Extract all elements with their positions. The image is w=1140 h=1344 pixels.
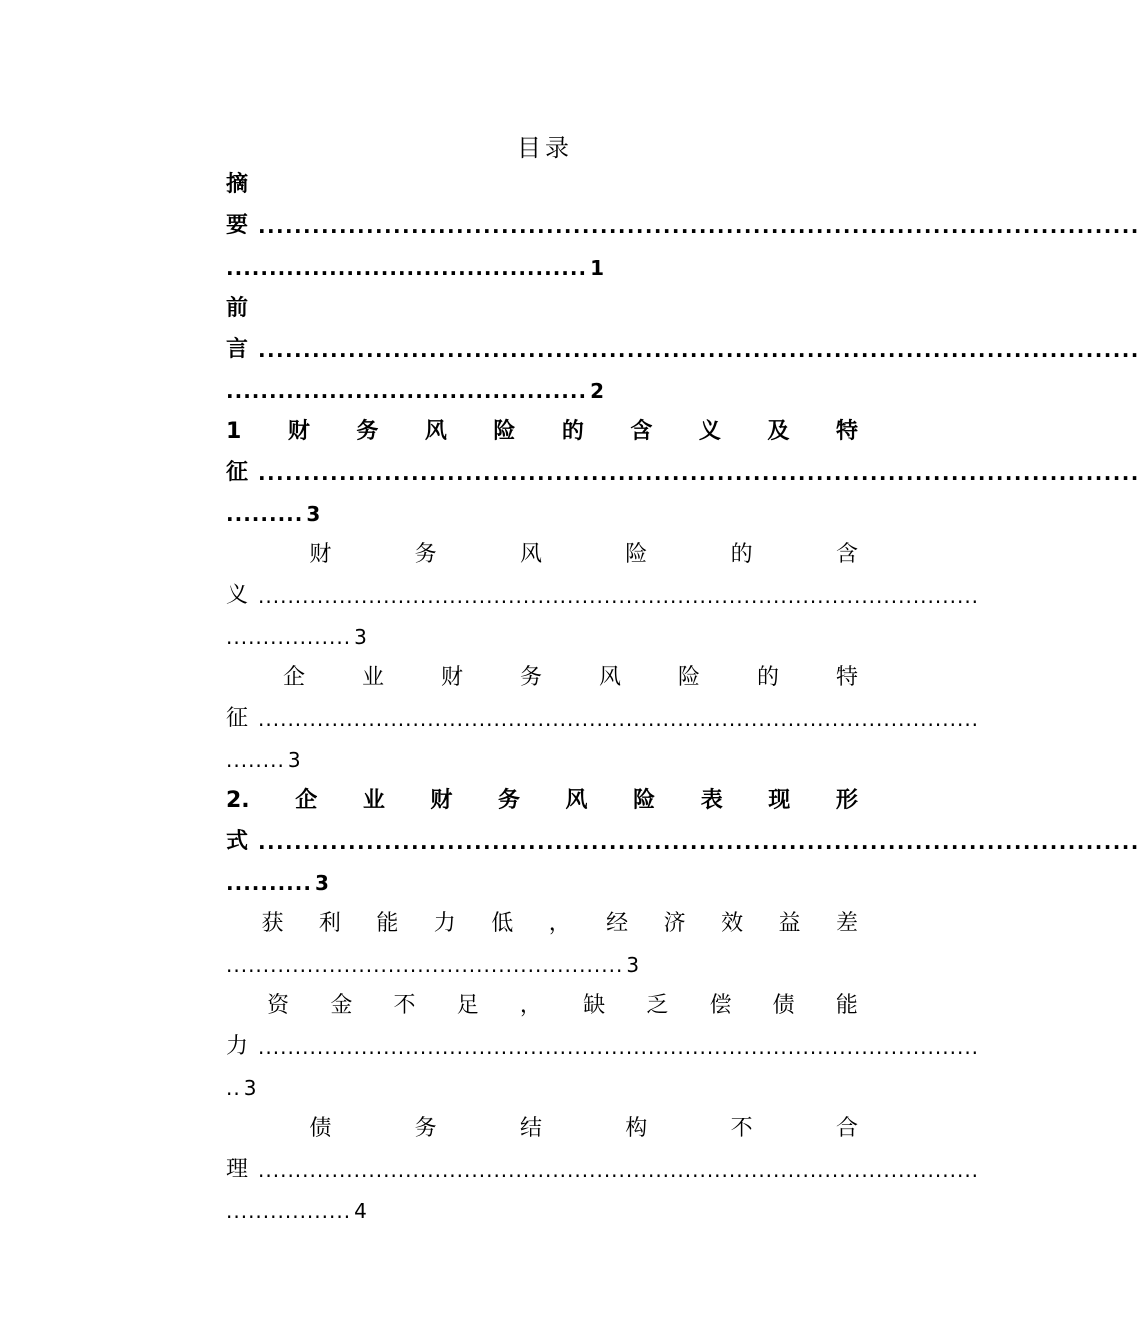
- toc-title-char: 业: [361, 665, 384, 690]
- toc-entry-lead: 力: [226, 1034, 249, 1059]
- toc-entry-section-2-3[interactable]: [226, 1109, 858, 1149]
- toc-title-char: 含: [835, 542, 858, 567]
- toc-title-char: 险: [625, 542, 648, 567]
- toc-title-char: 形: [835, 788, 858, 813]
- toc-entry-lead: 征: [226, 706, 249, 731]
- toc-title-char: 险: [633, 788, 656, 813]
- toc-entry-continuation: [226, 453, 1140, 493]
- toc-title-char: 现: [768, 788, 791, 813]
- toc-leader-dots: ..................................................................................................: [258, 830, 1140, 854]
- toc-entry-chapter-2[interactable]: [226, 781, 858, 821]
- toc-title-char: 足: [456, 993, 479, 1018]
- toc-title-char: 务: [519, 665, 542, 690]
- toc-title-char: 企: [295, 788, 318, 813]
- toc-title-char: 务: [356, 419, 379, 444]
- toc-title-char: 益: [778, 911, 801, 936]
- toc-title-char: 合: [835, 1116, 858, 1141]
- toc-title-char: 利: [318, 911, 341, 936]
- toc-title-char: 缺: [583, 993, 606, 1018]
- toc-title-char: 务: [414, 1116, 437, 1141]
- toc-chapter-number: 1: [226, 419, 242, 444]
- toc-leader-dots: ..........................................: [226, 379, 588, 403]
- toc-leader-dots: .................: [226, 625, 352, 649]
- toc-page-number: 3: [287, 748, 301, 772]
- toc-title-char: 偿: [709, 993, 732, 1018]
- toc-leader-dots: ......................................................: [226, 953, 624, 977]
- toc-leader-dots: ..................................................................................................: [258, 461, 1140, 485]
- toc-title-char: ，: [548, 911, 571, 936]
- toc-entry-section-2-2[interactable]: [226, 986, 858, 1026]
- toc-leader-dots: ..........................................: [226, 256, 588, 280]
- toc-entry-page-line: [226, 945, 858, 985]
- toc-title-char: 财: [440, 665, 463, 690]
- toc-title-char: 获: [261, 911, 284, 936]
- toc-entry-page-line: [226, 740, 858, 780]
- toc-leader-dots: .................: [226, 1199, 352, 1223]
- toc-entry-continuation: [226, 699, 980, 739]
- toc-title-char: 不: [730, 1116, 753, 1141]
- toc-entry-section-2-1[interactable]: [226, 904, 858, 944]
- toc-entry-lead: 要: [226, 213, 249, 238]
- toc-entry-page-line: [226, 1191, 858, 1231]
- toc-title-char: 力: [433, 911, 456, 936]
- toc-title-char: 风: [424, 419, 447, 444]
- toc-entry-abstract[interactable]: [226, 206, 1140, 246]
- toc-title-char: 资: [267, 993, 290, 1018]
- toc-title-char: 风: [519, 542, 542, 567]
- toc-entry-preface[interactable]: [226, 330, 1140, 370]
- toc-leader-dots: ........: [226, 748, 285, 772]
- toc-heading-line: [226, 289, 858, 329]
- toc-title-char: 特: [835, 665, 858, 690]
- toc-entry-page-line: [226, 617, 858, 657]
- toc-entry-continuation: [226, 822, 1140, 862]
- toc-title-char: 效: [721, 911, 744, 936]
- toc-title-char: 险: [677, 665, 700, 690]
- toc-title: 目录: [517, 134, 573, 162]
- toc-title-char: 险: [493, 419, 516, 444]
- toc-title-char: 风: [565, 788, 588, 813]
- toc-title-char: 济: [663, 911, 686, 936]
- toc-entry-lead: 式: [226, 829, 249, 854]
- toc-leader-dots: ..................................................................................................: [258, 214, 1140, 238]
- toc-entry-section-1-2[interactable]: [226, 658, 858, 698]
- toc-heading-char: 摘: [226, 172, 249, 197]
- toc-chapter-number: 2.: [226, 788, 250, 813]
- toc-title-char: 乏: [646, 993, 669, 1018]
- toc-leader-dots: ..................................................................................................: [258, 1035, 980, 1059]
- toc-heading-char: 前: [226, 296, 249, 321]
- toc-title-char: 财: [430, 788, 453, 813]
- toc-title-char: 务: [497, 788, 520, 813]
- toc-entry-page-line: [226, 863, 858, 903]
- toc-title-char: 财: [287, 419, 310, 444]
- toc-leader-dots: ..................................................................................................: [258, 1158, 980, 1182]
- toc-title-char: ，: [519, 993, 542, 1018]
- toc-title-char: 特: [835, 419, 858, 444]
- toc-title-char: 不: [393, 993, 416, 1018]
- toc-leader-dots: ..........: [226, 871, 312, 895]
- toc-page-number: 3: [314, 871, 329, 895]
- toc-entry-continuation: [226, 1027, 980, 1067]
- toc-title-char: 务: [414, 542, 437, 567]
- toc-title-char: 的: [756, 665, 779, 690]
- toc-title-char: 能: [835, 993, 858, 1018]
- toc-page-number: 1: [590, 256, 605, 280]
- toc-title-char: 企: [282, 665, 305, 690]
- toc-title-char: 结: [519, 1116, 542, 1141]
- toc-title-char: 构: [625, 1116, 648, 1141]
- toc-entry-chapter-1[interactable]: [226, 412, 858, 452]
- toc-entry-continuation: [226, 1150, 980, 1190]
- toc-page-number: 3: [354, 625, 367, 649]
- toc-entry-page-line: [226, 248, 858, 288]
- toc-title-char: 义: [698, 419, 721, 444]
- toc-leader-dots: .........: [226, 502, 304, 526]
- toc-title-char: 及: [767, 419, 790, 444]
- toc-title-char: 低: [491, 911, 514, 936]
- toc-page-number: 4: [354, 1199, 367, 1223]
- toc-entry-lead: 理: [226, 1157, 249, 1182]
- toc-leader-dots: ..................................................................................................: [258, 338, 1140, 362]
- toc-entry-lead: 言: [226, 337, 249, 362]
- toc-title-char: 债: [309, 1116, 332, 1141]
- toc-entry-lead: 义: [226, 583, 249, 608]
- toc-title-char: 业: [362, 788, 385, 813]
- toc-entry-page-line: [226, 1068, 858, 1108]
- toc-entry-page-line: [226, 494, 858, 534]
- toc-title-char: 的: [730, 542, 753, 567]
- toc-leader-dots: ..................................................................................................: [258, 584, 980, 608]
- toc-title-char: 金: [330, 993, 353, 1018]
- toc-title-char: 债: [772, 993, 795, 1018]
- toc-heading-line: [226, 165, 858, 205]
- toc-page-number: 3: [243, 1076, 257, 1100]
- toc-title-char: 财: [309, 542, 332, 567]
- toc-entry-lead: 征: [226, 460, 249, 485]
- toc-title-char: 能: [376, 911, 399, 936]
- toc-title-char: 风: [598, 665, 621, 690]
- toc-page-number: 2: [590, 379, 605, 403]
- toc-title-char: 经: [606, 911, 629, 936]
- toc-title-char: 表: [700, 788, 723, 813]
- toc-page-number: 3: [306, 502, 321, 526]
- toc-title-char: 差: [835, 911, 858, 936]
- toc-entry-section-1-1[interactable]: [226, 535, 858, 575]
- toc-page-number: 3: [626, 953, 640, 977]
- toc-title-char: 的: [561, 419, 584, 444]
- toc-entry-page-line: [226, 371, 858, 411]
- toc-leader-dots: ..: [226, 1076, 241, 1100]
- toc-title-char: 含: [630, 419, 653, 444]
- toc-entry-continuation: [226, 576, 980, 616]
- toc-leader-dots: ..................................................................................................: [258, 707, 980, 731]
